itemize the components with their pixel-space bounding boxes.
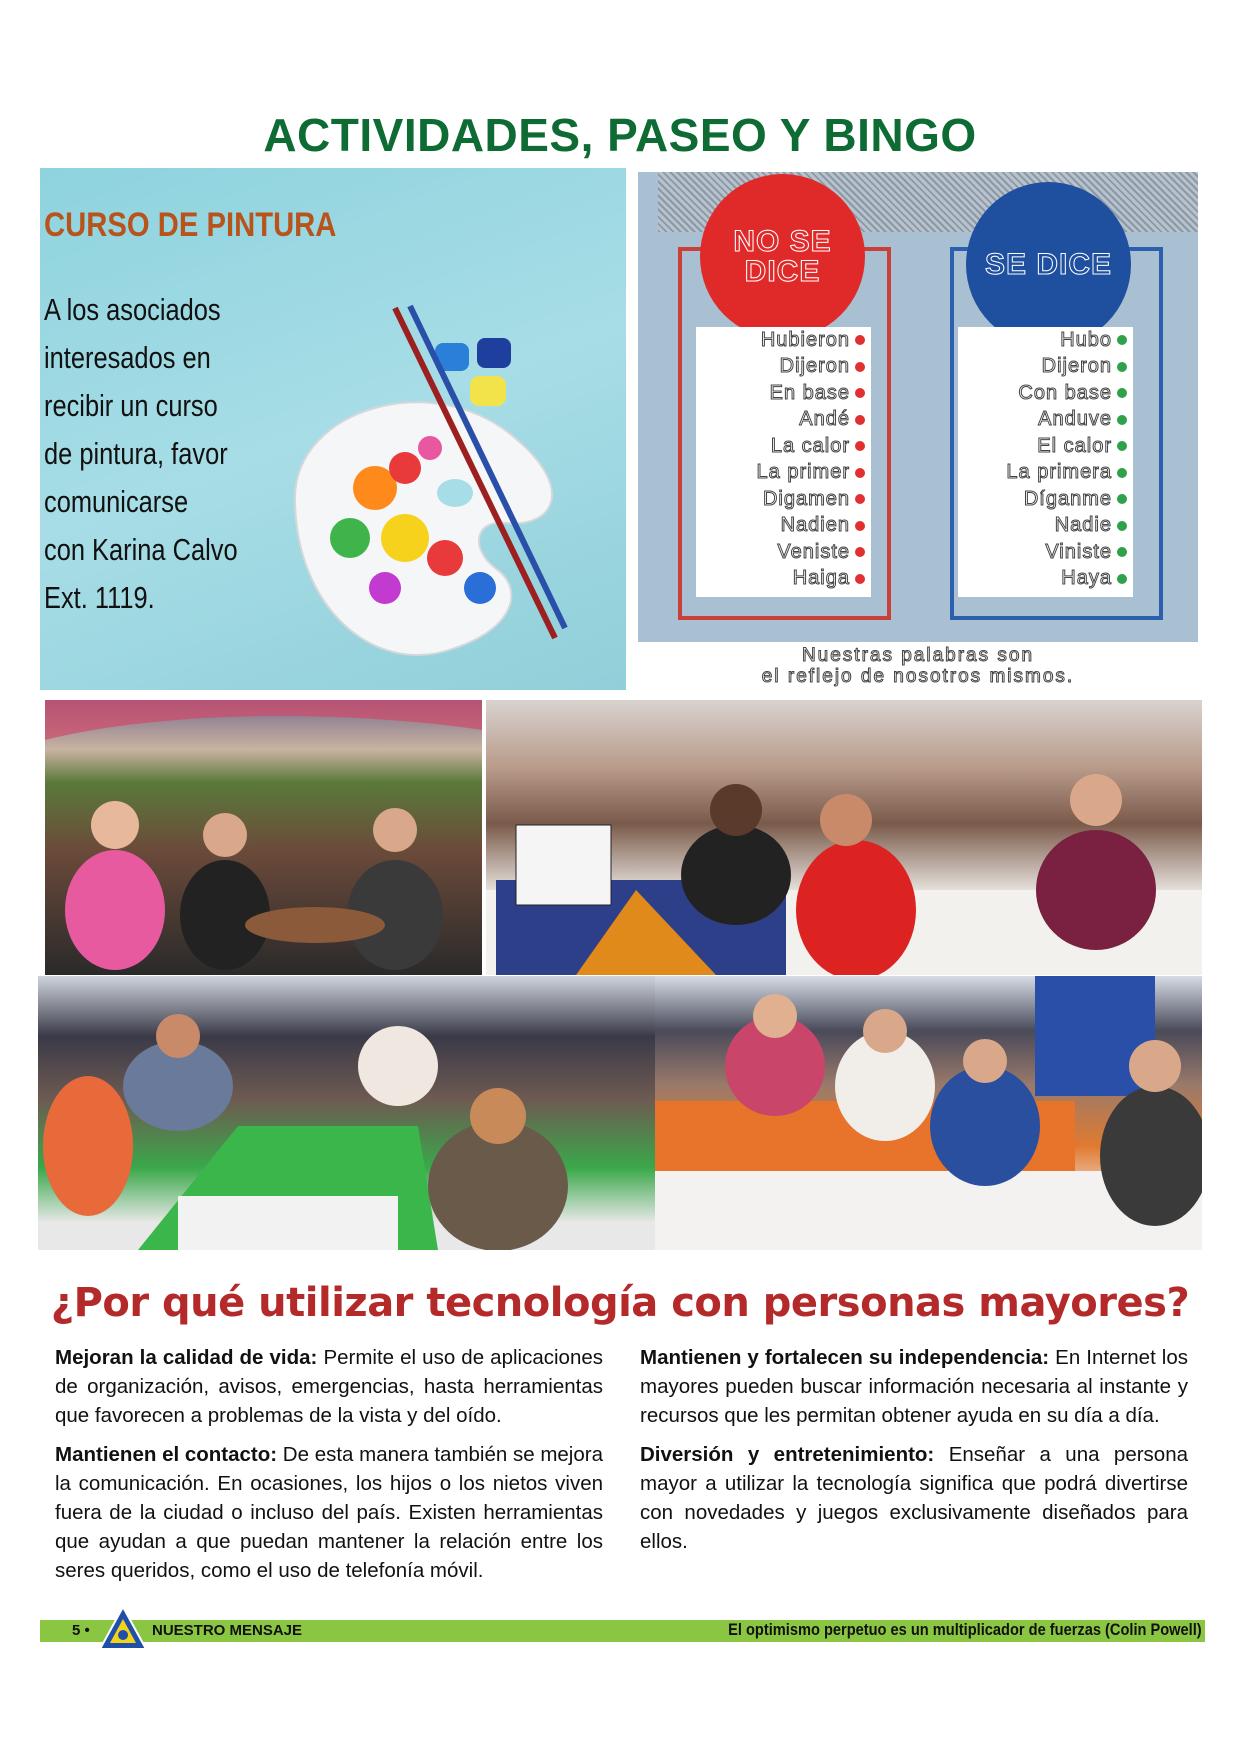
list-item: La primera bbox=[958, 460, 1133, 487]
green-dot-icon bbox=[1117, 547, 1127, 557]
bingo-hall-image-2 bbox=[38, 976, 655, 1250]
photo-outdoor-gathering bbox=[45, 700, 482, 975]
article-paragraph: Mantienen y fortalecen su independencia: En Internet los mayores pueden buscar información necesaria al instante y recursos que les permitan obtener ayuda en su día a día. bbox=[640, 1346, 1188, 1427]
article-paragraph: Diversión y entretenimiento: Enseñar a una persona mayor a utilizar la tecnología significa que podrá divertirse con novedades y juegos exclusivamente diseñados para ellos. bbox=[640, 1443, 1188, 1553]
paint-palette-illustration bbox=[255, 288, 626, 690]
bingo-hall-image-1 bbox=[486, 700, 1202, 975]
se-dice-badge: SE DICE bbox=[966, 182, 1131, 347]
green-dot-icon bbox=[1117, 494, 1127, 504]
page-number: 5 • bbox=[72, 1622, 90, 1639]
painting-line: A los asociados bbox=[44, 292, 221, 327]
article-column-right bbox=[640, 1343, 1188, 1566]
red-dot-icon bbox=[855, 494, 865, 504]
painting-line: comunicarse bbox=[44, 484, 189, 519]
list-item: Hubieron bbox=[696, 327, 871, 354]
green-dot-icon bbox=[1117, 574, 1127, 584]
green-dot-icon bbox=[1117, 441, 1127, 451]
list-item: En base bbox=[696, 380, 871, 407]
photo-bingo-hall-1 bbox=[486, 700, 1202, 975]
painting-line: interesados en bbox=[44, 340, 211, 375]
list-item: Hubo bbox=[958, 327, 1133, 354]
painting-line: recibir un curso bbox=[44, 388, 218, 423]
red-dot-icon bbox=[855, 388, 865, 398]
list-item: La primer bbox=[696, 460, 871, 487]
outdoor-gathering-image bbox=[45, 700, 482, 975]
list-item: Nadie bbox=[958, 513, 1133, 540]
green-dot-icon bbox=[1117, 335, 1127, 345]
correct-words-list bbox=[958, 327, 1133, 597]
article-column-left bbox=[55, 1343, 603, 1595]
article-paragraph: Mejoran la calidad de vida: Permite el uso de aplicaciones de organización, avisos, emergencias, hasta herramientas que favorecen a problemas de la vista y del oído. bbox=[55, 1346, 603, 1427]
list-item: La calor bbox=[696, 433, 871, 460]
red-dot-icon bbox=[855, 415, 865, 425]
list-item: Anduve bbox=[958, 407, 1133, 434]
list-item: Nadien bbox=[696, 513, 871, 540]
list-item: Viniste bbox=[958, 539, 1133, 566]
painting-course-text bbox=[44, 286, 265, 622]
article-title: ¿Por qué utilizar tecnología con personas mayores? bbox=[50, 1280, 1190, 1326]
paint-jars-icon bbox=[435, 338, 511, 406]
painting-line: Ext. 1119. bbox=[44, 580, 155, 615]
list-item: Andé bbox=[696, 407, 871, 434]
magazine-name: NUESTRO MENSAJE bbox=[152, 1622, 303, 1639]
no-se-dice-badge: NO SE DICE bbox=[700, 174, 865, 339]
article-paragraph: Mantienen el contacto: De esta manera también se mejora la comunicación. En ocasiones, los hijos o los nietos viven fuera de la ciudad o incluso del país. Existen herramientas que ayudan a que puedan mantener la relación entre los seres queridos, como el uso de telefonía móvil. bbox=[55, 1443, 603, 1582]
list-item: Digamen bbox=[696, 486, 871, 513]
red-dot-icon bbox=[855, 362, 865, 372]
footer-quote: El optimismo perpetuo es un multiplicador de fuerzas (Colin Powell) bbox=[728, 1620, 1202, 1639]
bingo-hall-image-3 bbox=[655, 976, 1202, 1250]
list-item: Díganme bbox=[958, 486, 1133, 513]
red-dot-icon bbox=[855, 441, 865, 451]
painting-line: de pintura, favor bbox=[44, 436, 228, 471]
red-dot-icon bbox=[855, 574, 865, 584]
list-item: Dijeron bbox=[696, 354, 871, 381]
list-item: Veniste bbox=[696, 539, 871, 566]
red-dot-icon bbox=[855, 468, 865, 478]
painting-line: con Karina Calvo bbox=[44, 532, 238, 567]
list-item: Haiga bbox=[696, 566, 871, 593]
list-item: Haya bbox=[958, 566, 1133, 593]
green-dot-icon bbox=[1117, 362, 1127, 372]
painting-course-panel bbox=[40, 168, 626, 690]
incorrect-words-list bbox=[696, 327, 871, 597]
list-item: Con base bbox=[958, 380, 1133, 407]
list-item: El calor bbox=[958, 433, 1133, 460]
painting-course-title: CURSO DE PINTURA bbox=[44, 206, 337, 244]
photo-bingo-hall-3 bbox=[655, 976, 1202, 1250]
spanish-usage-panel bbox=[638, 172, 1198, 642]
magazine-logo-icon bbox=[98, 1605, 148, 1651]
red-dot-icon bbox=[855, 547, 865, 557]
list-item: Dijeron bbox=[958, 354, 1133, 381]
green-dot-icon bbox=[1117, 521, 1127, 531]
page-title: ACTIVIDADES, PASEO Y BINGO bbox=[263, 109, 977, 161]
green-dot-icon bbox=[1117, 468, 1127, 478]
green-dot-icon bbox=[1117, 388, 1127, 398]
red-dot-icon bbox=[855, 521, 865, 531]
photo-bingo-hall-2 bbox=[38, 976, 655, 1250]
green-dot-icon bbox=[1117, 415, 1127, 425]
usage-caption: Nuestras palabras son el reflejo de nosotros mismos. bbox=[761, 645, 1075, 687]
red-dot-icon bbox=[855, 335, 865, 345]
